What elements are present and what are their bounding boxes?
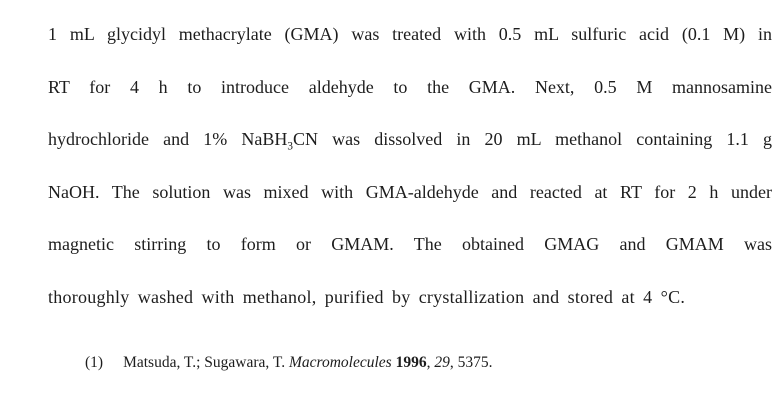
paragraph-line — [48, 113, 772, 166]
text-segment: , 5375. — [449, 354, 493, 371]
text-segment: NaOH. The solution was mixed with GMA-aldehyde and reacted at RT for 2 h under — [48, 181, 772, 202]
reference-text — [123, 354, 492, 371]
text-segment: CN was dissolved in 20 mL methanol containing 1.1 g — [292, 129, 772, 149]
paragraph-line — [48, 61, 772, 114]
text-segment: , — [426, 354, 435, 371]
text-segment: Macromolecules — [288, 354, 392, 371]
text-segment: 1996 — [395, 354, 427, 371]
text-segment: 3 — [287, 140, 293, 153]
body-paragraph — [48, 8, 772, 323]
text-segment: magnetic stirring to form or GMAM. The obtained GMAG and GMAM was — [48, 234, 772, 254]
reference-entry — [85, 352, 745, 374]
text-segment: Matsuda, T.; Sugawara, T. — [123, 354, 289, 371]
paragraph-line — [48, 8, 772, 61]
text-segment: 1 mL glycidyl methacrylate (GMA) was treated with 0.5 mL sulfuric acid (0.1 M) in — [48, 24, 772, 44]
text-segment: thoroughly washed with methanol, purified by crystallization and stored at 4 °C. — [48, 286, 686, 307]
reference-number: (1) — [85, 354, 104, 371]
text-segment: RT for 4 h to introduce aldehyde to the GMA. Next, 0.5 M mannosamine — [48, 76, 772, 97]
text-segment: hydrochloride and 1% NaBH — [48, 129, 288, 149]
text-segment: 29 — [434, 354, 450, 371]
paragraph-line — [48, 166, 772, 219]
paragraph-line — [48, 218, 772, 271]
paragraph-line — [48, 271, 772, 324]
